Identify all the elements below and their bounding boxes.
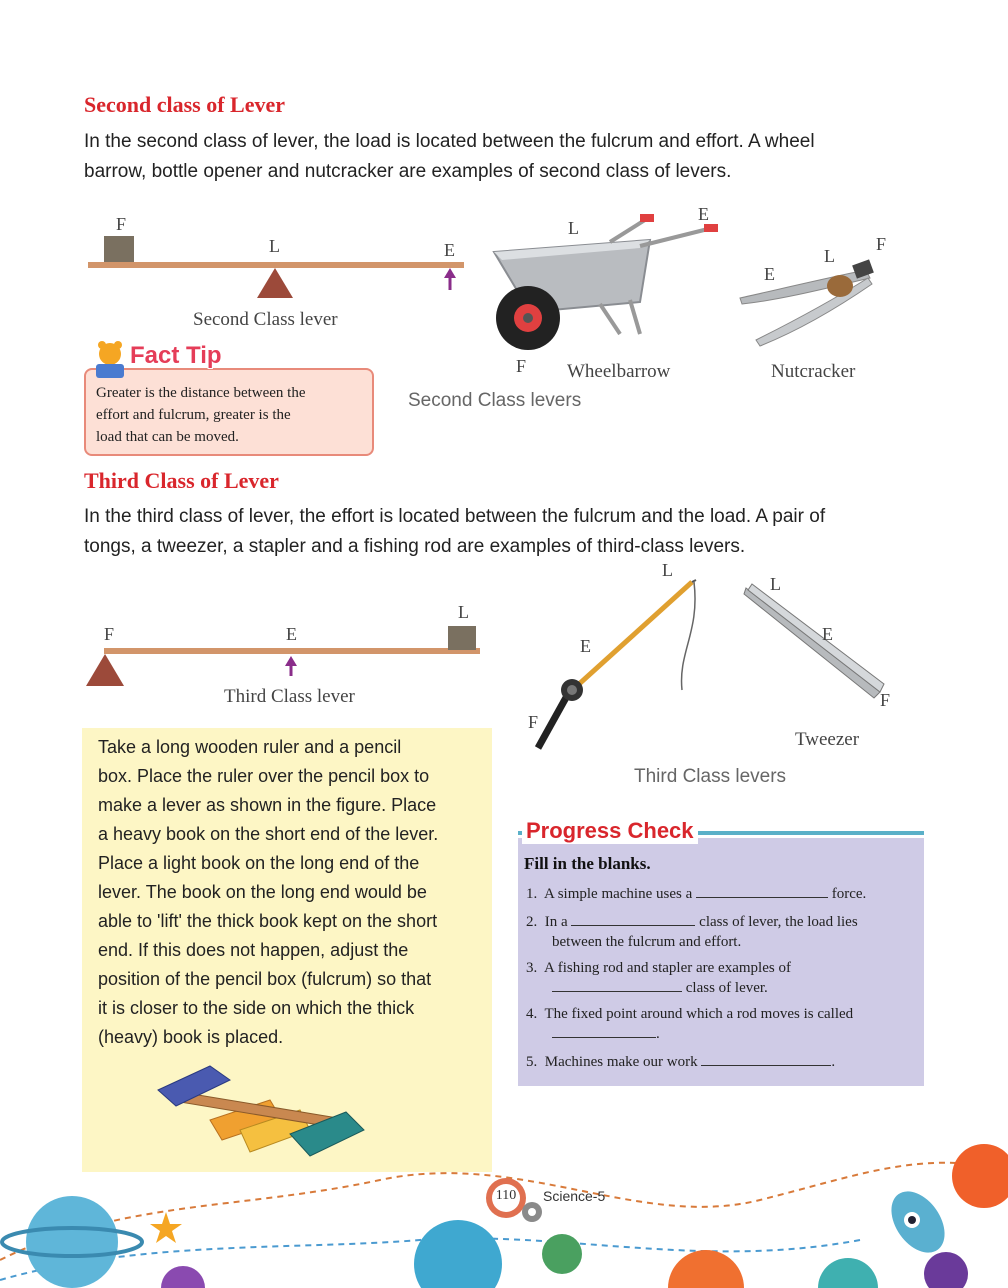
answer-blank[interactable]	[552, 991, 682, 992]
answer-blank[interactable]	[571, 925, 695, 926]
fulcrum-triangle	[86, 654, 124, 686]
page-number: 110	[495, 1188, 517, 1203]
nutcracker-label-e: E	[764, 264, 775, 284]
rocket-icon	[880, 1182, 955, 1263]
answer-blank[interactable]	[552, 1037, 656, 1038]
label-e: E	[444, 240, 455, 260]
question-3: 3. A fishing rod and stapler are examples of class of lever.	[526, 960, 791, 996]
fishing-rod-label-l: L	[662, 560, 673, 580]
lever-beam	[88, 262, 464, 268]
progress-check-title: Progress Check	[522, 818, 698, 844]
mascot-icon	[90, 340, 132, 380]
question-2: 2. In a class of lever, the load lies between the fulcrum and effort.	[526, 914, 858, 950]
fishing-rod-image	[528, 572, 708, 752]
question-1: 1. A simple machine uses a force.	[526, 886, 867, 902]
fact-tip-text: Greater is the distance between the effort and fulcrum, greater is the load that can be moved.	[96, 385, 306, 445]
nutcracker-caption: Nutcracker	[771, 361, 856, 382]
nutcracker-label-f: F	[876, 234, 887, 254]
fact-tip-title: Fact Tip	[130, 342, 222, 369]
label-f: F	[116, 214, 127, 234]
third-label-e: E	[286, 624, 297, 644]
tweezer-image	[740, 580, 890, 710]
planet-icon	[161, 1266, 205, 1288]
planet-icon	[924, 1252, 968, 1288]
nutcracker-label-l: L	[824, 246, 835, 266]
load-weight	[104, 236, 134, 264]
fishing-rod-label-f: F	[528, 712, 539, 732]
question-4: 4. The fixed point around which a rod moves is called .	[526, 1006, 854, 1042]
fishing-rod-label-e: E	[580, 636, 591, 656]
third-class-paragraph: In the third class of lever, the effort is located between the fulcrum and the load. A pair of tongs, a tweezer, a stapler and a fishing rod are examples of third-class levers.	[84, 506, 826, 557]
lever-beam	[104, 648, 480, 654]
second-class-heading: Second class of Lever	[84, 92, 286, 117]
progress-check-subtitle: Fill in the blanks.	[524, 854, 651, 873]
second-class-paragraph: In the second class of lever, the load is located between the fulcrum and effort. A wheel barrow, bottle opener and nutcracker are examples of second class of levers.	[84, 131, 815, 182]
wheelbarrow-label-e: E	[698, 204, 709, 224]
third-label-f: F	[104, 624, 115, 644]
activity-text: Take a long wooden ruler and a pencil box. Place the ruler over the pencil box to make a lever as shown in the figure. Place a heavy book on the short end of the lever. Place a light book on the long end of the lever. The book on the long end would be able to 'lift' the thick book kept on the short end. If this does not happen, adjust the position of the pencil box (fulcrum) so that it is closer to the side on which the thick (heavy) book is placed.	[98, 737, 439, 1047]
tweezer-caption: Tweezer	[795, 729, 860, 750]
question-5: 5. Machines make our work .	[526, 1054, 836, 1070]
label-l: L	[269, 236, 280, 256]
wheelbarrow-caption: Wheelbarrow	[567, 361, 671, 382]
planet-icon	[414, 1220, 502, 1288]
planet-icon	[952, 1144, 1008, 1208]
third-class-heading: Third Class of Lever	[84, 468, 279, 493]
wheelbarrow-label-l: L	[568, 218, 579, 238]
wheelbarrow-label-f: F	[516, 356, 527, 376]
tweezer-label-l: L	[770, 574, 781, 594]
fulcrum-triangle	[257, 268, 293, 298]
load-weight	[448, 626, 476, 650]
planet-icon	[26, 1196, 118, 1288]
planet-icon	[542, 1234, 582, 1274]
second-class-lever-caption: Second Class lever	[193, 309, 338, 330]
planet-icon	[668, 1250, 744, 1288]
book-title: Science-5	[543, 1188, 606, 1204]
tweezer-label-f: F	[880, 690, 891, 710]
third-class-lever-caption: Third Class lever	[224, 686, 355, 707]
wheelbarrow-image	[490, 212, 730, 362]
tweezer-label-e: E	[822, 624, 833, 644]
star-icon	[150, 1212, 182, 1243]
third-class-lever-diagram	[84, 620, 484, 690]
third-class-levers-caption: Third Class levers	[634, 766, 787, 787]
nutcracker-image	[736, 250, 886, 350]
planet-icon	[818, 1258, 878, 1288]
third-label-l: L	[458, 602, 469, 622]
second-class-levers-caption: Second Class levers	[408, 390, 582, 411]
answer-blank[interactable]	[696, 897, 828, 898]
answer-blank[interactable]	[701, 1065, 831, 1066]
